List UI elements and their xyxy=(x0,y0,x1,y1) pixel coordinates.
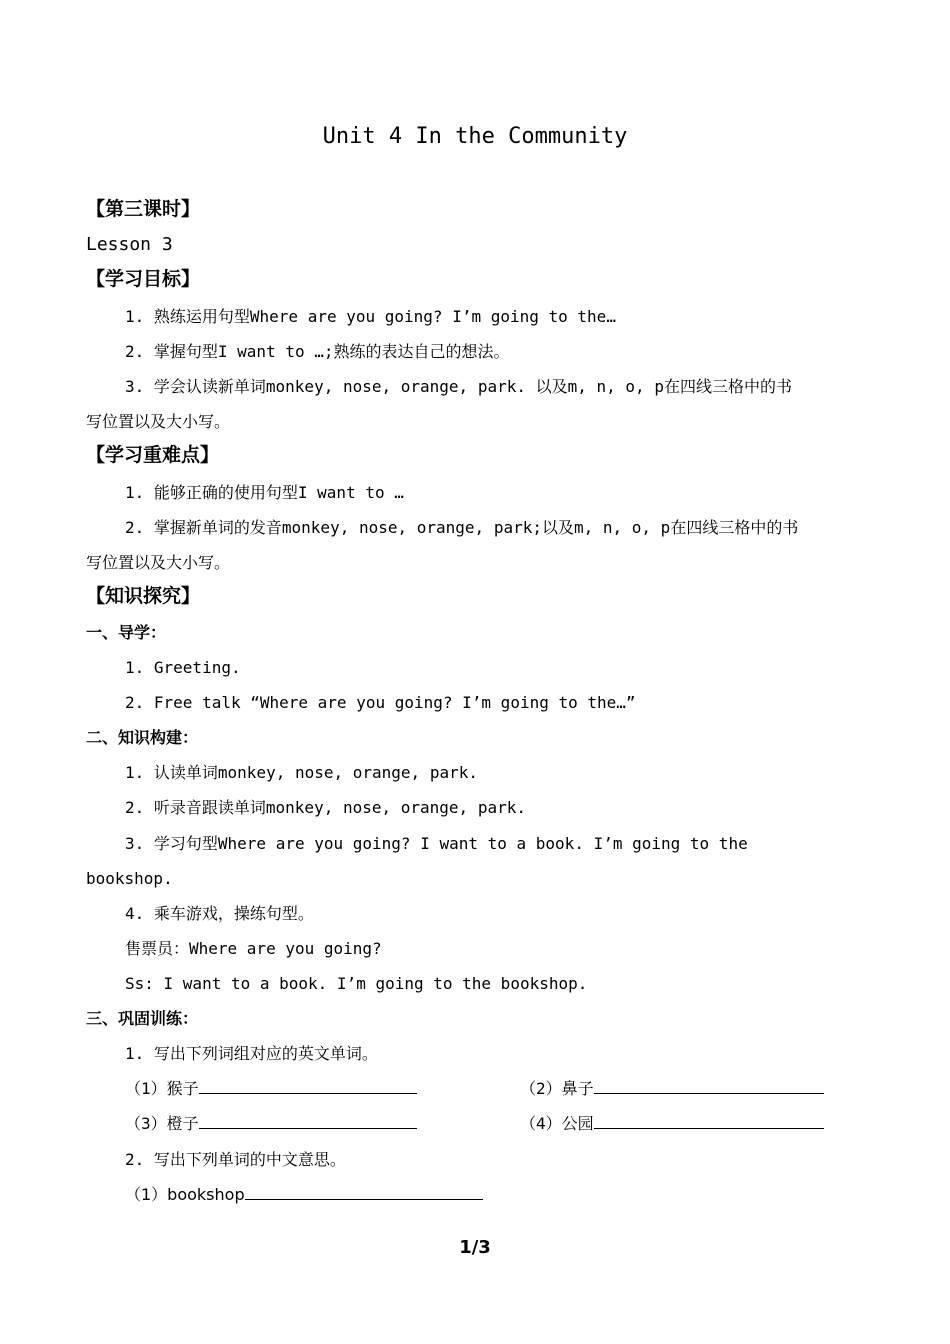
part2-item: 4. 乘车游戏，操练句型。 xyxy=(125,904,314,923)
objective-item: 1. 熟练运用句型Where are you going? I’m going to the… xyxy=(125,307,616,326)
dialogue-line: 售票员：Where are you going? xyxy=(125,939,382,958)
answer-blank xyxy=(245,1185,483,1200)
blank-label: （4）公园 xyxy=(520,1114,594,1133)
exercise-question: 1. 写出下列词组对应的英文单词。 xyxy=(125,1044,378,1063)
answer-blank xyxy=(199,1114,417,1129)
part1-item: 1. Greeting. xyxy=(125,658,241,677)
part2-item: 1. 认读单词monkey, nose, orange, park. xyxy=(125,763,478,782)
part1-item: 2. Free talk “Where are you going? I’m going to the…” xyxy=(125,693,636,712)
key-point-item: 2. 掌握新单词的发音monkey, nose, orange, park;以及m, n, o, p在四线三格中的书 xyxy=(125,518,799,537)
period-heading: 【第三课时】 xyxy=(86,198,201,220)
page-number: 1/3 xyxy=(459,1237,491,1258)
objective-item: 3. 学会认读新单词monkey, nose, orange, park. 以及m, n, o, p在四线三格中的书 xyxy=(125,377,792,396)
blank-label: （1）bookshop xyxy=(125,1185,245,1204)
answer-blank xyxy=(594,1114,824,1129)
part3-heading: 三、巩固训练： xyxy=(86,1009,199,1028)
key-points-heading: 【学习重难点】 xyxy=(86,444,220,466)
exercise-blank-item xyxy=(520,1077,824,1101)
dialogue-line: Ss: I want to a book. I’m going to the bookshop. xyxy=(125,974,588,993)
part2-item: 2. 听录音跟读单词monkey, nose, orange, park. xyxy=(125,798,526,817)
objective-item-continued: 写位置以及大小写。 xyxy=(86,412,231,431)
objectives-heading: 【学习目标】 xyxy=(86,268,201,290)
explore-heading: 【知识探究】 xyxy=(86,585,201,607)
part2-heading: 二、知识构建： xyxy=(86,728,199,747)
exercise-blank-item xyxy=(125,1077,417,1101)
answer-blank xyxy=(594,1079,824,1094)
document-title: Unit 4 In the Community xyxy=(322,124,628,149)
blank-label: （1）猴子 xyxy=(125,1079,199,1098)
exercise-blank-item xyxy=(125,1183,483,1207)
key-point-item: 1. 能够正确的使用句型I want to … xyxy=(125,483,404,502)
objective-item: 2. 掌握句型I want to …;熟练的表达自己的想法。 xyxy=(125,342,510,361)
part2-item: 3. 学习句型Where are you going? I want to a book. I’m going to the xyxy=(125,834,748,853)
part1-heading: 一、导学： xyxy=(86,623,167,642)
part2-item-continued: bookshop. xyxy=(86,869,173,888)
answer-blank xyxy=(199,1079,417,1094)
exercise-blank-item xyxy=(125,1112,417,1136)
blank-label: （3）橙子 xyxy=(125,1114,199,1133)
exercise-blank-item xyxy=(520,1112,824,1136)
key-point-item-continued: 写位置以及大小写。 xyxy=(86,553,231,572)
blank-label: （2）鼻子 xyxy=(520,1079,594,1098)
exercise-question: 2. 写出下列单词的中文意思。 xyxy=(125,1150,346,1169)
lesson-label: Lesson 3 xyxy=(86,234,173,255)
